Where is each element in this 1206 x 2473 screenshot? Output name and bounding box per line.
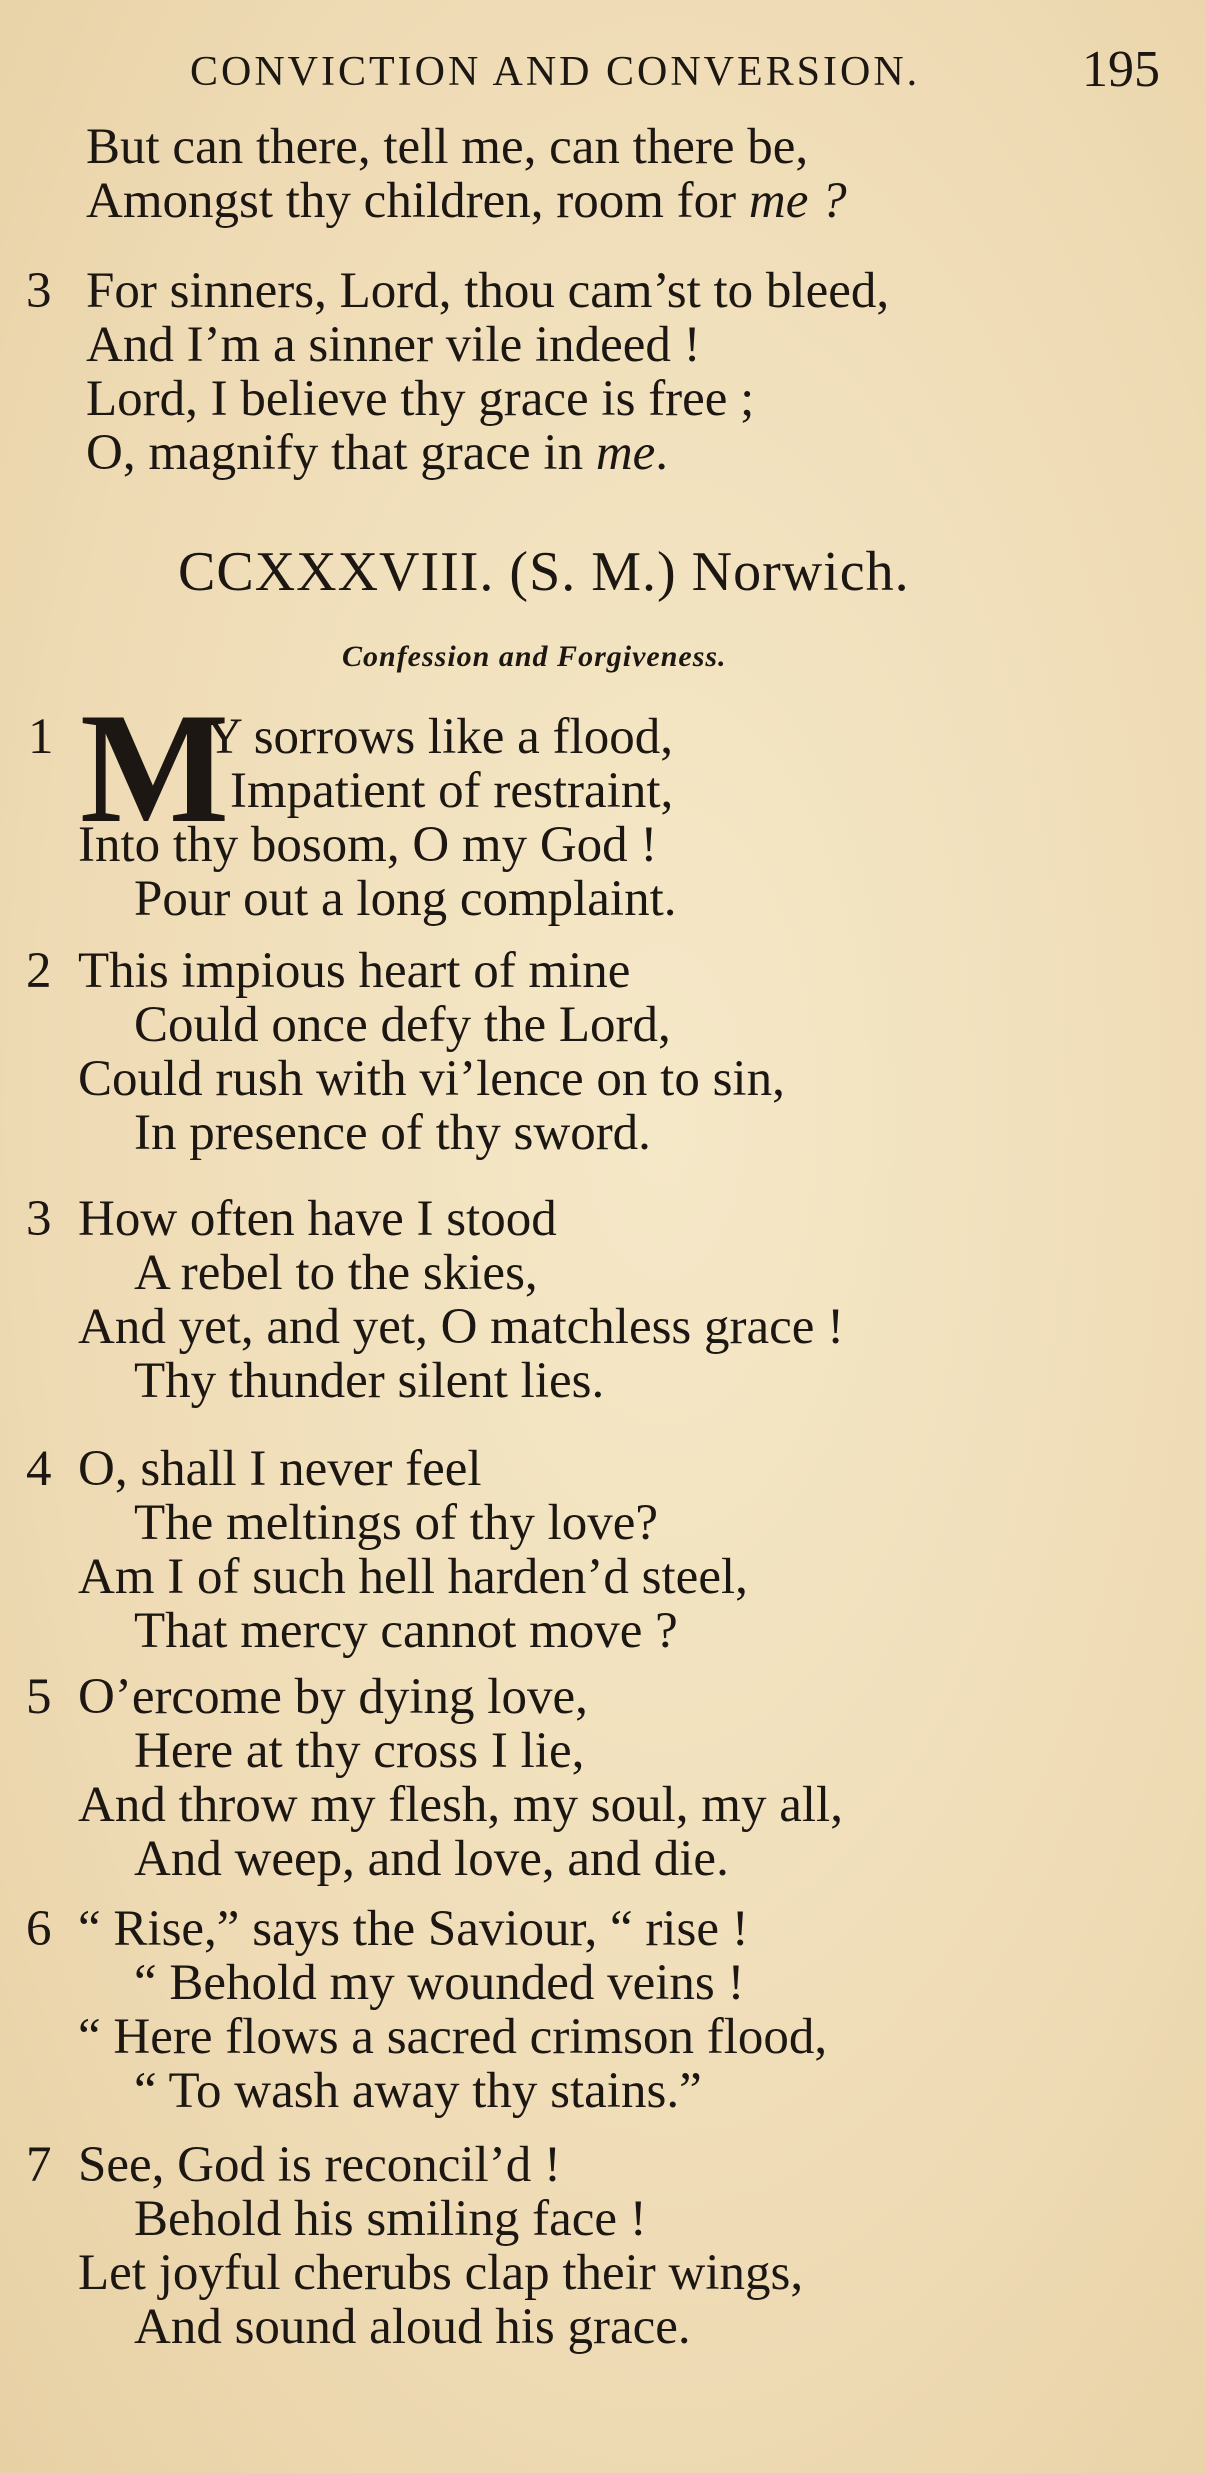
verse-line: See, God is reconcil’d ! (78, 2137, 561, 2193)
verse-line: Am I of such hell harden’d steel, (78, 1549, 748, 1605)
stanza-number: 3 (26, 1191, 52, 1247)
running-title: CONVICTION AND CONVERSION. (190, 49, 921, 95)
verse-line: O, shall I never feel (78, 1441, 482, 1497)
verse-line: Here at thy cross I lie, (134, 1723, 585, 1779)
verse-line: “ Here flows a sacred crimson flood, (78, 2009, 828, 2065)
verse-line: “ To wash away thy stains.” (134, 2063, 702, 2119)
verse-line: For sinners, Lord, thou cam’st to bleed, (86, 263, 890, 319)
verse-line: How often have I stood (78, 1191, 557, 1247)
verse-line: “ Behold my wounded veins ! (134, 1955, 745, 2011)
verse-line: And throw my flesh, my soul, my all, (78, 1777, 843, 1833)
verse-line: Into thy bosom, O my God ! (78, 817, 658, 873)
hymn-heading: CCXXXVIII. (S. M.) Norwich. (178, 541, 910, 603)
verse-line: Could once defy the Lord, (134, 997, 671, 1053)
stanza-number: 3 (26, 263, 52, 319)
verse-line: Pour out a long complaint. (134, 871, 677, 927)
stanza-number: 4 (26, 1441, 52, 1497)
verse-line: And yet, and yet, O matchless grace ! (78, 1299, 845, 1355)
verse-line: But can there, tell me, can there be, (86, 119, 809, 175)
verse-line: “ Rise,” says the Saviour, “ rise ! (78, 1901, 749, 1957)
verse-line: Behold his smiling face ! (134, 2191, 647, 2247)
verse-line: Amongst thy children, room for me ? (86, 173, 847, 229)
stanza-number: 6 (26, 1901, 52, 1957)
stanza-number: 7 (26, 2137, 52, 2193)
verse-line: Thy thunder silent lies. (134, 1353, 605, 1409)
verse-line: A rebel to the skies, (134, 1245, 538, 1301)
verse-line: This impious heart of mine (78, 943, 631, 999)
emphasis: me ? (748, 173, 847, 229)
verse-line: And weep, and love, and die. (134, 1831, 729, 1887)
verse-line: Could rush with vi’lence on to sin, (78, 1051, 785, 1107)
verse-line: The meltings of thy love? (134, 1495, 659, 1551)
emphasis: me (595, 425, 656, 481)
drop-cap: M (80, 681, 230, 856)
verse-line: And sound aloud his grace. (134, 2299, 691, 2355)
stanza-number: 2 (26, 943, 52, 999)
verse-line: In presence of thy sword. (134, 1105, 651, 1161)
hymn-subtitle: Confession and Forgiveness. (342, 640, 727, 673)
stanza-number: 1 (28, 709, 54, 765)
verse-line: O’ercome by dying love, (78, 1669, 588, 1725)
stanza-number: 5 (26, 1669, 52, 1725)
verse-line: O, magnify that grace in me. (86, 425, 669, 481)
page-number: 195 (1082, 41, 1160, 98)
verse-line: Lord, I believe thy grace is free ; (86, 371, 755, 427)
verse-line: Let joyful cherubs clap their wings, (78, 2245, 804, 2301)
verse-line: Y sorrows like a flood, (206, 709, 673, 765)
verse-line: Impatient of restraint, (230, 763, 674, 819)
verse-line: That mercy cannot move ? (134, 1603, 678, 1659)
verse-line: And I’m a sinner vile indeed ! (86, 317, 701, 373)
